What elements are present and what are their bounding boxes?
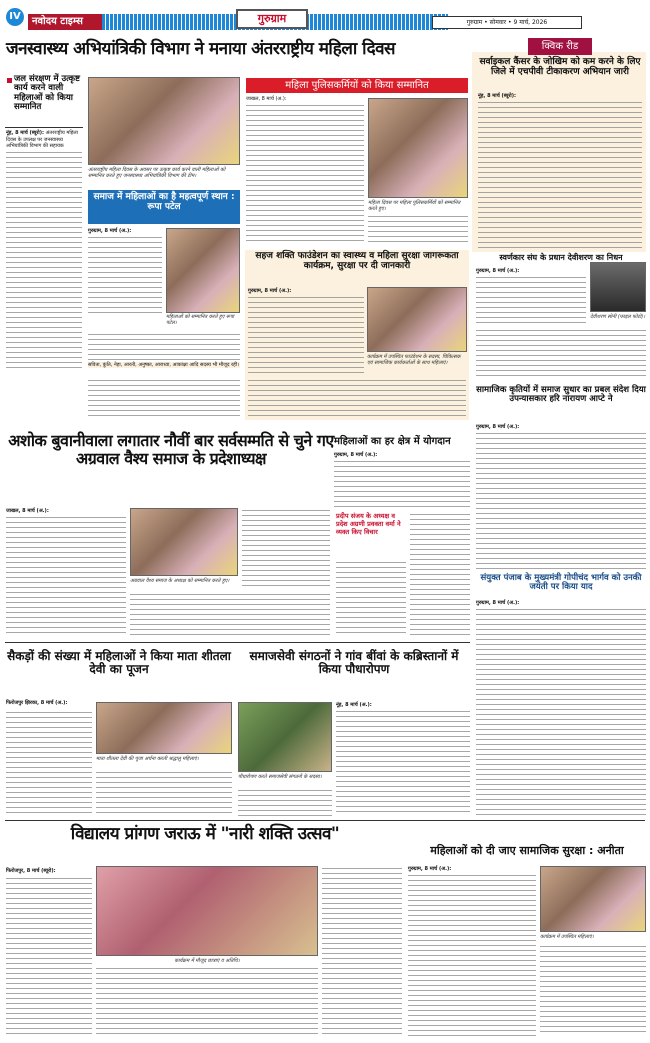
plantation-body-text bbox=[336, 709, 470, 815]
school-body-text-3 bbox=[322, 866, 402, 1036]
police-headline: महिला पुलिसकर्मियों को किया सम्मानित bbox=[246, 78, 468, 93]
sheetla-headline: सैकड़ों की संख्या में महिलाओं ने किया माता शीतला देवी का पूजन bbox=[7, 649, 231, 677]
plantation-photo bbox=[238, 702, 332, 772]
police-photo bbox=[368, 98, 468, 198]
yogdan-body-text bbox=[334, 459, 470, 509]
rupa-body-text bbox=[88, 235, 162, 315]
anita-body-text-2 bbox=[540, 944, 646, 1036]
anita-headline: महिलाओं को दी जाए सामाजिक सुरक्षा : अनीता bbox=[430, 844, 624, 857]
plantation-dateline: नूंह, 8 मार्च (अ.): bbox=[336, 702, 372, 708]
sheetla-dateline: फिरोजपुर झिरका, 8 मार्च (अ.): bbox=[6, 700, 68, 706]
lead-photo bbox=[88, 77, 240, 165]
page-dateline: गुरुग्राम • सोमवार • 9 मार्च, 2026 bbox=[432, 16, 582, 29]
rupa-dateline: गुरुग्राम, 8 मार्च (अ.): bbox=[88, 228, 132, 234]
rupa-body-text-3 bbox=[88, 378, 240, 418]
rupa-body-text-2 bbox=[88, 332, 240, 360]
side-dateline: नूंह, 8 मार्च (ब्यूरो): bbox=[6, 130, 44, 136]
hpv-dateline: नूंह, 8 मार्च (ब्यूरो): bbox=[478, 93, 516, 99]
yogdan-pull-quote: प्रदीप संजय के अध्यक्ष व प्रदेश अग्रणी प्रवक्ता वर्मा ने व्यक्त किए विचार bbox=[336, 512, 401, 536]
sahaj-body-text bbox=[248, 295, 364, 375]
sahaj-photo bbox=[367, 287, 467, 352]
paper-name: नवोदय टाइम्स bbox=[28, 14, 102, 30]
sheetla-body-text-2 bbox=[96, 770, 232, 816]
sahaj-body-text-2 bbox=[248, 378, 466, 418]
apte-body-text bbox=[476, 431, 646, 569]
side-headline: जल संरक्षण में उत्कृष्ट कार्य करने वाली महिलाओं को किया सम्मानित bbox=[14, 74, 80, 113]
plantation-body-text-2 bbox=[238, 788, 332, 816]
ashok-photo-caption: अग्रवाल वैश्य समाज के अध्यक्ष को सम्मानित करते हुए। bbox=[130, 578, 230, 584]
masthead bbox=[0, 0, 650, 36]
bhargav-headline: संयुक्त पंजाब के मुख्यमंत्री गोपीचंद भार्गव को उनकी जयंती पर किया याद bbox=[480, 573, 642, 593]
anita-photo-caption: कार्यक्रम में उपस्थित महिलाएं। bbox=[540, 934, 594, 940]
yogdan-dateline: गुरुग्राम, 8 मार्च (अ.): bbox=[334, 452, 378, 458]
quick-read-label: क्विक रीड bbox=[528, 38, 592, 55]
school-body-text bbox=[6, 876, 92, 1036]
police-dateline: जाखल, 8 मार्च (अ.): bbox=[246, 96, 287, 102]
yogdan-headline: महिलाओं का हर क्षेत्र में योगदान bbox=[334, 436, 451, 447]
sahaj-dateline: गुरुग्राम, 8 मार्च (अ.): bbox=[248, 288, 292, 294]
anita-dateline: गुरुग्राम, 8 मार्च (अ.): bbox=[408, 866, 452, 872]
school-dateline: फिरोजपुर, 8 मार्च (ब्यूरो): bbox=[6, 868, 56, 874]
ashok-photo bbox=[130, 508, 238, 576]
logo-badge: IV bbox=[6, 8, 24, 26]
apte-headline: सामाजिक कृतियों में समाज सुधार का प्रबल संदेश दिया उपन्यासकार हरि नारायण आप्टे ने bbox=[476, 385, 646, 405]
yogdan-body-text-3 bbox=[336, 560, 406, 637]
bhargav-body-text bbox=[476, 607, 646, 819]
hpv-body-text bbox=[478, 100, 642, 248]
ashok-body-text-2 bbox=[130, 592, 330, 635]
side-lead-text: अंतरराष्ट्रीय महिला दिवस के उपलक्ष पर जनस्वास्थ्य अभियांत्रिकी विभाग की सहायक bbox=[6, 130, 78, 149]
sahaj-headline: सहज शक्ति फाउंडेशन का स्वास्थ्य व महिला सुरक्षा जागरूकता कार्यक्रम, सुरक्षा पर दी जानकारी bbox=[255, 251, 459, 271]
sahaj-photo-caption: कार्यक्रम में उपस्थित फाउंडेशन के सदस्य, चिकित्सक एवं सामाजिक कार्यकर्ताओं के साथ महिलाएं। bbox=[367, 354, 461, 366]
yogdan-body-text-2 bbox=[410, 512, 470, 637]
apte-dateline: गुरुग्राम, 8 मार्च (अ.): bbox=[476, 424, 520, 430]
devisharan-headline: स्वर्णकार संघ के प्रधान देवीशरण का निधन bbox=[499, 253, 623, 262]
school-photo-caption: कार्यक्रम में मौजूद छात्राएं व अतिथि। bbox=[174, 958, 240, 964]
school-headline: विद्यालय प्रांगण जराऊ में "नारी शक्ति उत्सव" bbox=[70, 824, 340, 844]
rupa-tail: सविता, कुंति, नेहा, आरती, अनुष्का, आराध्या, आकांक्षा आदि सदस्य भी मौजूद रहीं। bbox=[88, 362, 239, 368]
sheetla-body-text bbox=[6, 710, 92, 815]
rupa-headline: समाज में महिलाओं का है महत्वपूर्ण स्थान : रूपा पटेल bbox=[88, 190, 240, 224]
ashok-body-text bbox=[6, 515, 126, 635]
devisharan-body-text bbox=[476, 275, 586, 325]
ashok-dateline: जाखल, 8 मार्च (अ.): bbox=[6, 508, 49, 514]
ashok-headline: अशोक बुवानीवाला लगातार नौवीं बार सर्वसम्मति से चुने गए अग्रवाल वैश्य समाज के प्रदेशाध्यक्ष bbox=[8, 431, 334, 468]
anita-photo bbox=[540, 866, 646, 932]
devisharan-photo bbox=[590, 262, 646, 312]
anita-body-text bbox=[408, 873, 536, 1036]
red-bullet-icon bbox=[7, 78, 12, 83]
devisharan-photo-caption: देवीशरण सोनी (फाइल फोटो)। bbox=[590, 314, 646, 320]
sheetla-photo bbox=[96, 702, 232, 754]
side-body-text bbox=[6, 150, 82, 370]
school-photo bbox=[96, 866, 318, 956]
lead-photo-caption: अंतरराष्ट्रीय महिला दिवस के अवसर पर उत्कृष्ट कार्य करने वाली महिलाओं को सम्मानित करते हुए जनस्वास्थ्य अभियांत्रिकी विभाग की टीम। bbox=[88, 167, 226, 179]
devisharan-body-text-2 bbox=[476, 328, 646, 380]
police-photo-caption: महिला दिवस पर महिला पुलिसकर्मियों को सम्मानित करते हुए। bbox=[368, 200, 461, 212]
rupa-photo-caption: महिलाओं को सम्मानित करते हुए रूपा पटेल। bbox=[166, 314, 235, 326]
lead-headline: जनस्वास्थ्य अभियांत्रिकी विभाग ने मनाया अंतरराष्ट्रीय महिला दिवस bbox=[6, 39, 396, 59]
hpv-headline: सर्वाइकल कैंसर के जोखिम को कम करने के लिए जिले में एचपीवी टीकाकरण अभियान जारी bbox=[479, 57, 641, 77]
school-body-text-2 bbox=[96, 966, 318, 1036]
police-body-text bbox=[246, 103, 364, 243]
sheetla-photo-caption: माता शीतला देवी की पूजा अर्चना करती श्रद्धालु महिलाएं। bbox=[96, 756, 199, 762]
ashok-body-text-3 bbox=[242, 508, 330, 588]
police-body-text-2 bbox=[368, 214, 468, 244]
devisharan-dateline: गुरुग्राम, 8 मार्च (अ.): bbox=[476, 268, 520, 274]
plantation-headline: समाजसेवी संगठनों ने गांव बींवां के कब्रिस्तानों में किया पौधारोपण bbox=[249, 649, 459, 677]
section-label: गुरुग्राम bbox=[236, 9, 308, 29]
rupa-photo bbox=[166, 228, 240, 313]
side-lead bbox=[6, 130, 82, 150]
bhargav-dateline: गुरुग्राम, 8 मार्च (अ.): bbox=[476, 600, 520, 606]
plantation-photo-caption: पौधारोपण करते समाजसेवी संगठनों के सदस्य। bbox=[238, 774, 322, 780]
